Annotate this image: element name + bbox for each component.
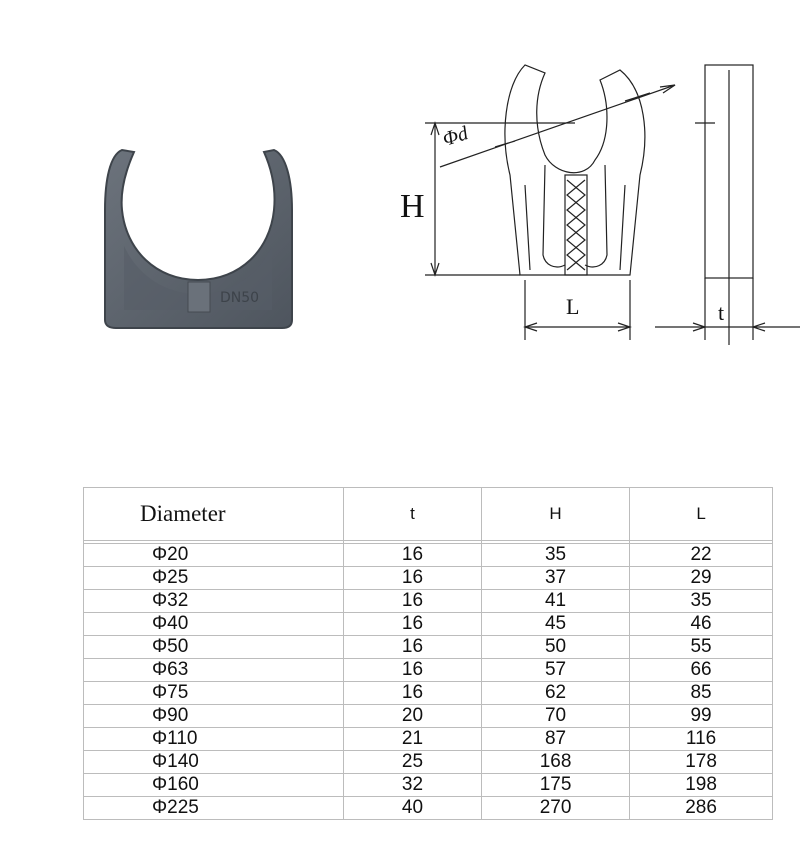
cell-t: 16 (343, 613, 481, 636)
cell-l: 35 (630, 590, 773, 613)
cell-t: 16 (343, 544, 481, 567)
cell-t: 16 (343, 636, 481, 659)
cell-l: 22 (630, 544, 773, 567)
table-row (84, 544, 773, 567)
cell-h: 35 (481, 544, 629, 567)
cell-diameter: Φ75 (84, 682, 344, 705)
cell-t: 20 (343, 705, 481, 728)
cell-diameter: Φ40 (84, 613, 344, 636)
cell-diameter: Φ63 (84, 659, 344, 682)
table-row (84, 797, 773, 820)
table-row (84, 567, 773, 590)
table-row (84, 613, 773, 636)
cell-l: 198 (630, 774, 773, 797)
table-row (84, 636, 773, 659)
cell-t: 16 (343, 659, 481, 682)
cell-diameter: Φ32 (84, 590, 344, 613)
table-row (84, 659, 773, 682)
cell-h: 70 (481, 705, 629, 728)
cell-t: 16 (343, 682, 481, 705)
cell-h: 50 (481, 636, 629, 659)
cell-h: 57 (481, 659, 629, 682)
cell-t: 21 (343, 728, 481, 751)
cell-t: 40 (343, 797, 481, 820)
dimension-t-label: t (718, 300, 725, 325)
table-row (84, 705, 773, 728)
header-diameter: Diameter (84, 488, 344, 541)
dimension-d-label: Φd (440, 122, 471, 151)
dimension-table (83, 487, 773, 820)
technical-drawing (395, 55, 800, 345)
cell-l: 85 (630, 682, 773, 705)
header-h: H (481, 488, 629, 541)
cell-diameter: Φ20 (84, 544, 344, 567)
cell-h: 168 (481, 751, 629, 774)
cell-l: 116 (630, 728, 773, 751)
cell-t: 16 (343, 590, 481, 613)
cell-t: 16 (343, 567, 481, 590)
cell-diameter: Φ160 (84, 774, 344, 797)
cell-t: 32 (343, 774, 481, 797)
cell-h: 270 (481, 797, 629, 820)
cell-h: 41 (481, 590, 629, 613)
cell-l: 178 (630, 751, 773, 774)
cell-t: 25 (343, 751, 481, 774)
cell-diameter: Φ225 (84, 797, 344, 820)
table-row (84, 682, 773, 705)
cell-diameter: Φ110 (84, 728, 344, 751)
clamp-front-outline (505, 65, 645, 275)
header-t: t (343, 488, 481, 541)
dimension-l-label: L (566, 294, 580, 319)
cell-l: 99 (630, 705, 773, 728)
cell-h: 62 (481, 682, 629, 705)
dn50-mark: DN50 (220, 290, 260, 306)
table-row (84, 728, 773, 751)
cell-h: 37 (481, 567, 629, 590)
cell-h: 175 (481, 774, 629, 797)
table-header-row (84, 488, 773, 541)
cell-l: 29 (630, 567, 773, 590)
dimension-h-label: H (400, 188, 425, 225)
table-row (84, 774, 773, 797)
cell-diameter: Φ50 (84, 636, 344, 659)
cell-l: 66 (630, 659, 773, 682)
cell-h: 87 (481, 728, 629, 751)
cell-l: 46 (630, 613, 773, 636)
cell-l: 55 (630, 636, 773, 659)
table-row (84, 590, 773, 613)
header-l: L (630, 488, 773, 541)
cell-l: 286 (630, 797, 773, 820)
cell-h: 45 (481, 613, 629, 636)
pipe-clamp-photo (100, 130, 310, 340)
cell-diameter: Φ25 (84, 567, 344, 590)
cell-diameter: Φ90 (84, 705, 344, 728)
table-row (84, 751, 773, 774)
cell-diameter: Φ140 (84, 751, 344, 774)
